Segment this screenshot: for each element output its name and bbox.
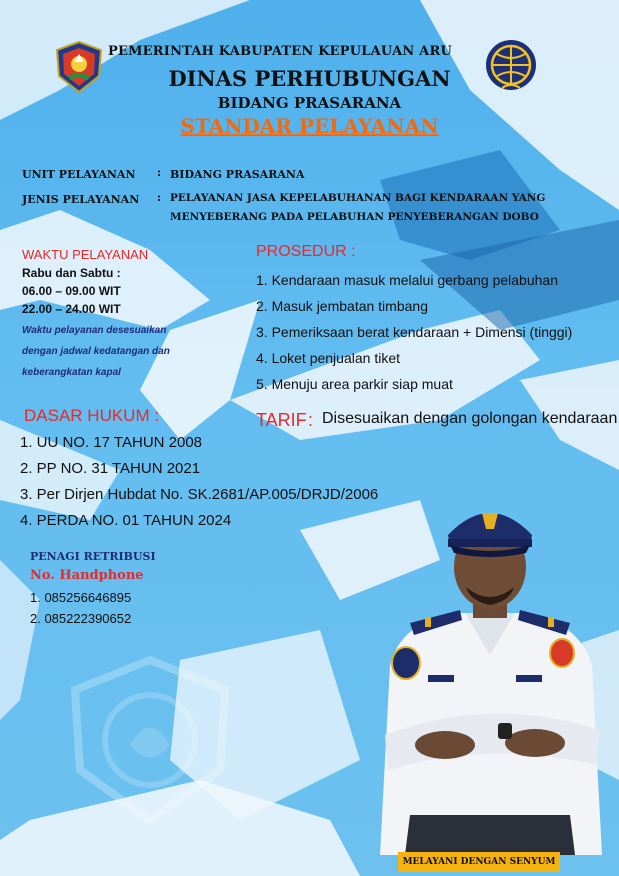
dasar-hukum-item: 1. UU NO. 17 TAHUN 2008 bbox=[20, 434, 203, 451]
prosedur-title: PROSEDUR : bbox=[256, 243, 356, 260]
unit-pelayanan-label: UNIT PELAYANAN bbox=[22, 168, 136, 181]
waktu-time-1: 06.00 – 09.00 WIT bbox=[22, 284, 121, 298]
jenis-colon: : bbox=[157, 191, 162, 204]
prosedur-step: 1. Kendaraan masuk melalui gerbang pelabuhan bbox=[256, 272, 558, 288]
prosedur-step: 2. Masuk jembatan timbang bbox=[256, 298, 428, 314]
waktu-note-3: keberangkatan kapal bbox=[22, 367, 121, 378]
dasar-hukum-item: 4. PERDA NO. 01 TAHUN 2024 bbox=[20, 512, 232, 529]
tarif-value: Disesuaikan dengan golongan kendaraan bbox=[322, 410, 618, 427]
unit-pelayanan-value: BIDANG PRASARANA bbox=[170, 168, 305, 181]
dasar-hukum-title: DASAR HUKUM : bbox=[24, 406, 160, 425]
prosedur-step: 3. Pemeriksaan berat kendaraan + Dimensi (tinggi) bbox=[256, 324, 573, 340]
waktu-pelayanan-title: WAKTU PELAYANAN bbox=[22, 247, 149, 262]
prosedur-step: 4. Loket penjualan tiket bbox=[256, 350, 400, 366]
header-division-name: BIDANG PRASARANA bbox=[217, 94, 402, 112]
header-government-name: PEMERINTAH KABUPATEN KEPULAUAN ARU bbox=[108, 44, 452, 59]
header-service-standard-title: STANDAR PELAYANAN bbox=[180, 114, 439, 138]
jenis-pelayanan-value-line2: MENYEBERANG PADA PELABUHAN PENYEBERANGAN DOBO bbox=[170, 211, 539, 223]
jenis-pelayanan-label: JENIS PELAYANAN bbox=[22, 193, 140, 206]
handphone-label: No. Handphone bbox=[30, 568, 144, 583]
tarif-label: TARIF bbox=[256, 410, 307, 430]
unit-colon: : bbox=[157, 166, 162, 179]
penagih-retribusi-title: PENAGI RETRIBUSI bbox=[30, 550, 156, 563]
phone-number: 2. 085222390652 bbox=[30, 611, 132, 626]
jenis-pelayanan-value-line1: PELAYANAN JASA KEPELABUHANAN BAGI KENDARAAN YANG bbox=[170, 192, 546, 204]
tarif-colon: : bbox=[308, 410, 314, 430]
prosedur-step: 5. Menuju area parkir siap muat bbox=[256, 376, 453, 392]
dasar-hukum-item: 2. PP NO. 31 TAHUN 2021 bbox=[20, 460, 201, 477]
phone-number: 1. 085256646895 bbox=[30, 590, 132, 605]
dasar-hukum-item: 3. Per Dirjen Hubdat No. SK.2681/AP.005/DRJD/2006 bbox=[20, 486, 379, 503]
waktu-note-1: Waktu pelayanan desesuaikan bbox=[22, 325, 167, 336]
motto-banner: MELAYANI DENGAN SENYUM bbox=[398, 852, 560, 872]
header-department-name: DINAS PERHUBUNGAN bbox=[168, 66, 451, 91]
waktu-time-2: 22.00 – 24.00 WIT bbox=[22, 302, 121, 316]
watermark-seal bbox=[60, 650, 240, 830]
waktu-days: Rabu dan Sabtu : bbox=[22, 266, 121, 280]
waktu-note-2: dengan jadwal kedatangan dan bbox=[22, 346, 170, 357]
officer-portrait bbox=[370, 495, 610, 855]
